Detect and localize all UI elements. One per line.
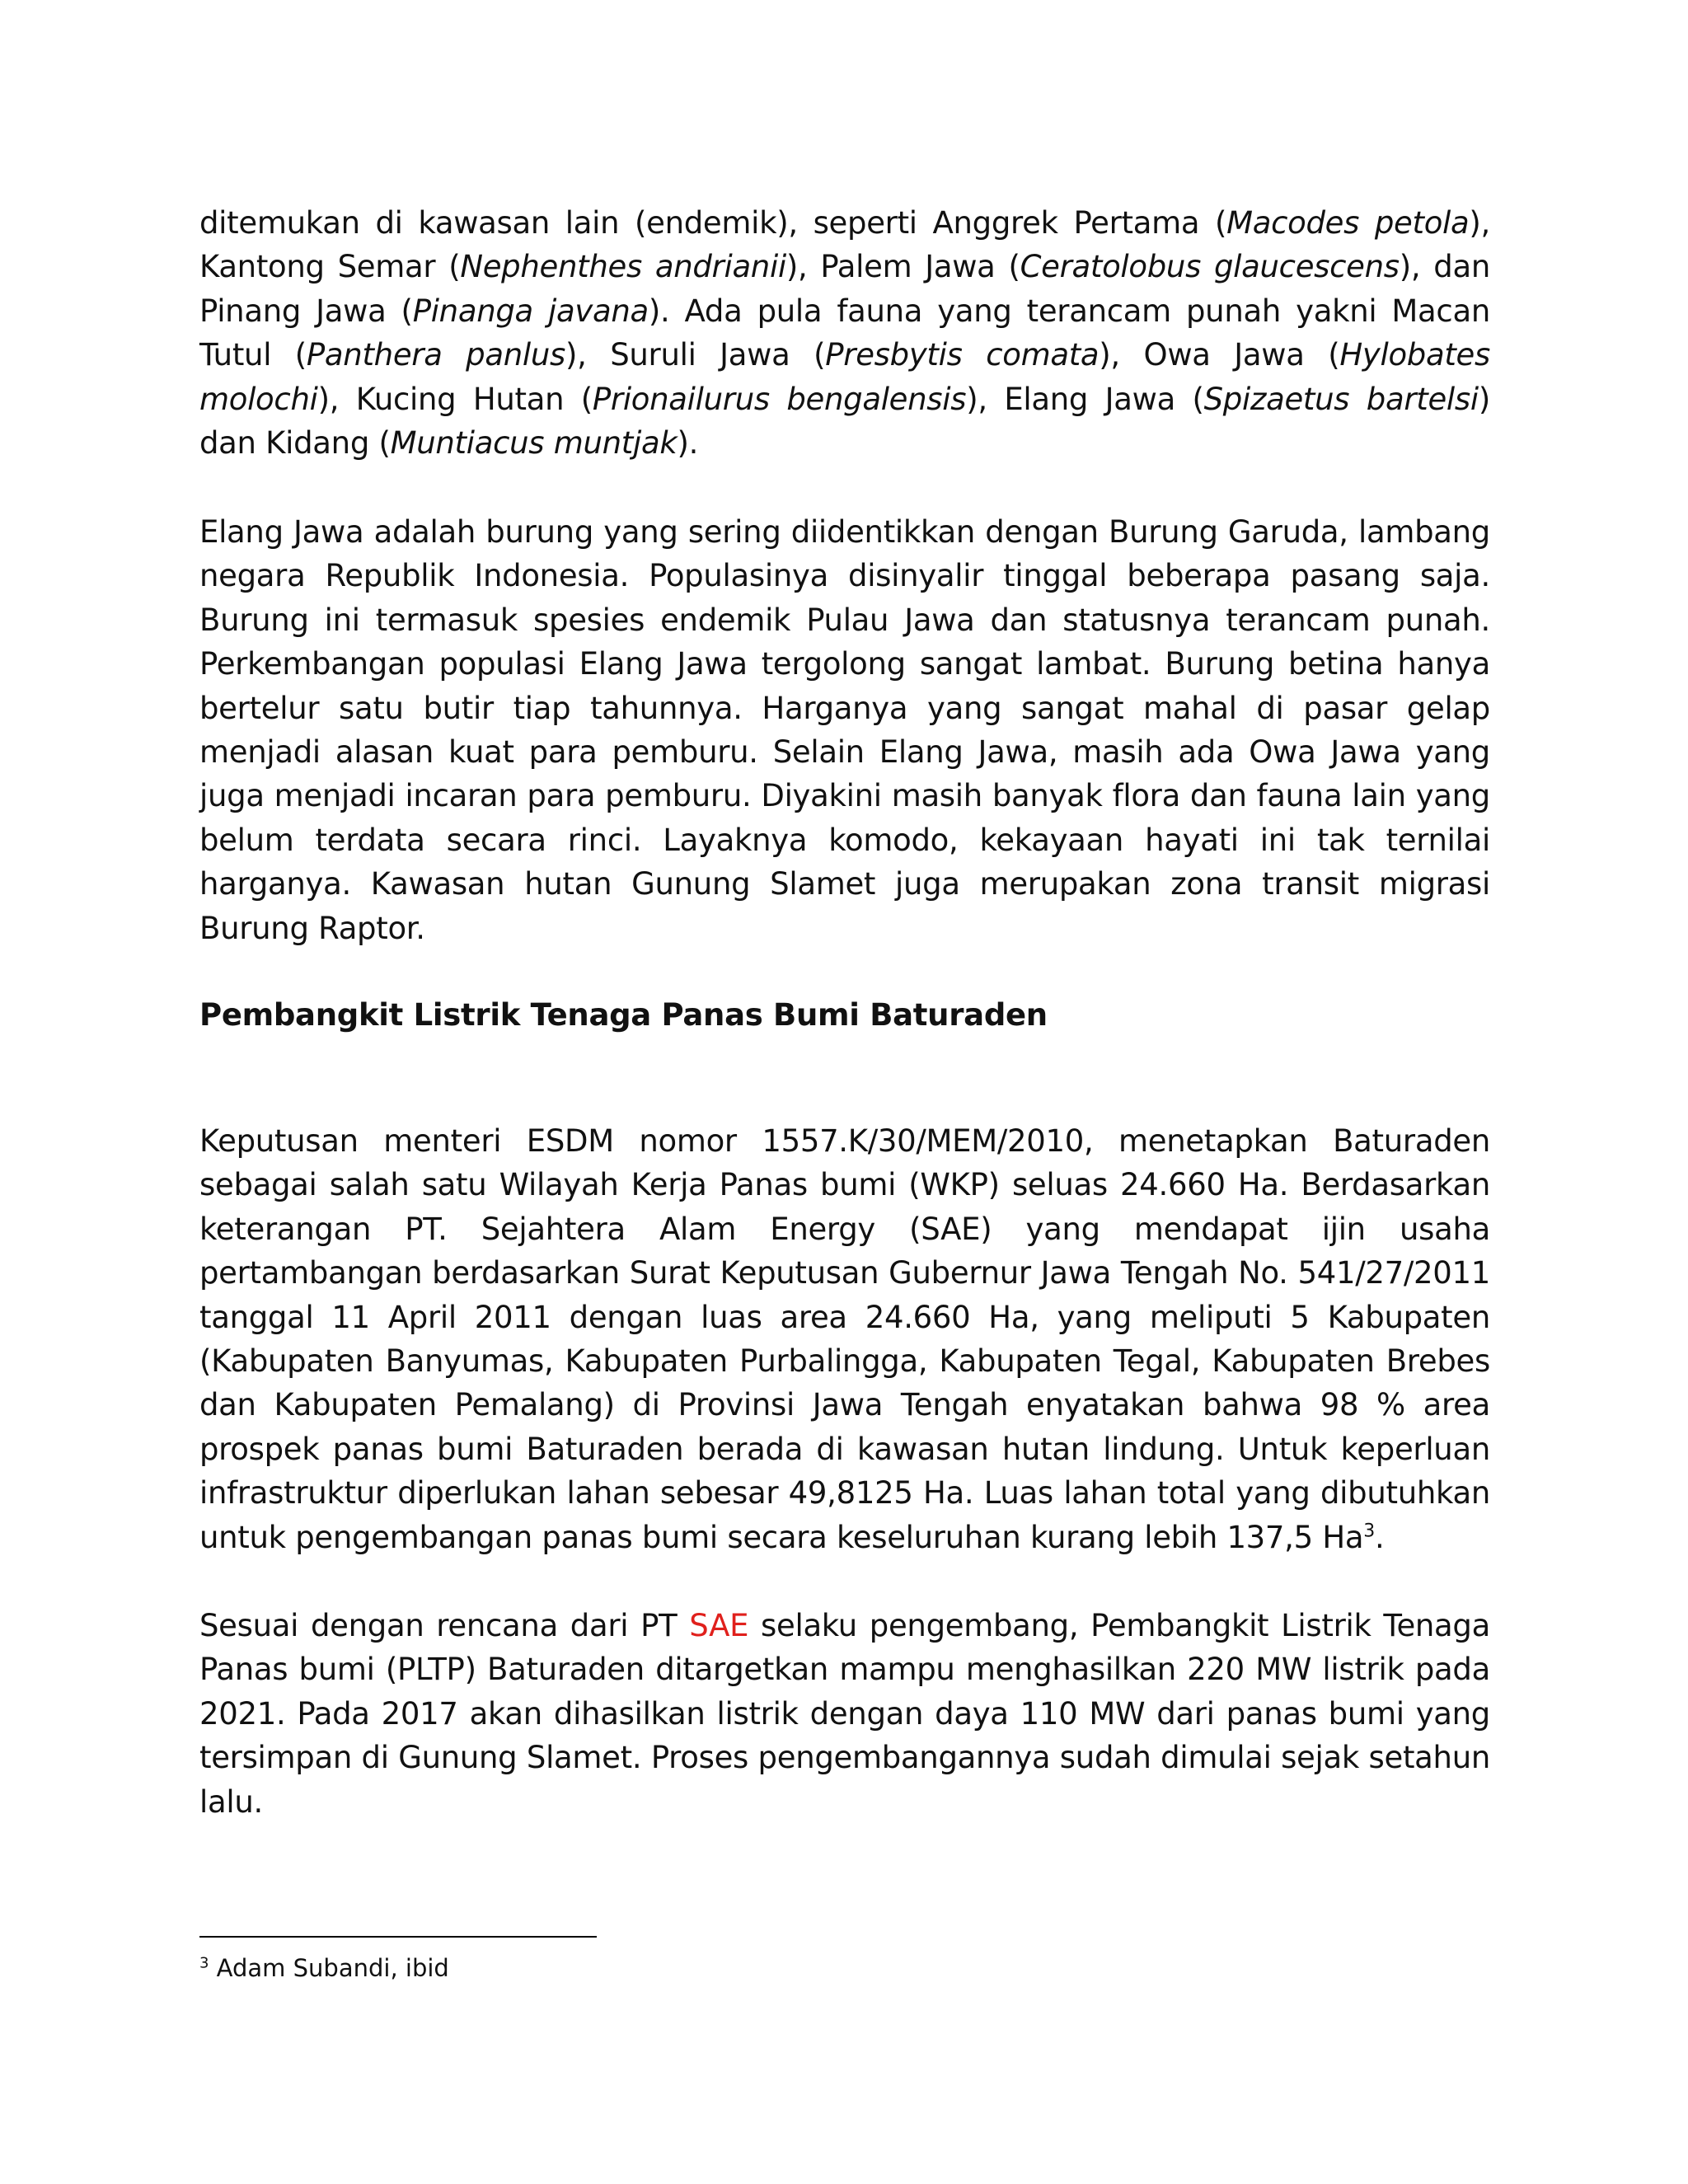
paragraph-text: Sesuai dengan rencana dari PT <box>199 1608 690 1643</box>
paragraph-text-segment: ), dan Pinang Jawa ( <box>199 249 1490 329</box>
footnote-text: Adam Subandi, ibid <box>209 1954 449 1982</box>
species-name: Hylobates molochi <box>199 337 1490 417</box>
species-name: Macodes petola <box>1226 205 1470 241</box>
paragraph-text-segment: ditemukan di kawasan lain (endemik), seperti Anggrek Pertama ( <box>199 205 1227 241</box>
species-name: Ceratolobus glaucescens <box>1020 249 1400 285</box>
paragraph-text-segment: ), Elang Jawa ( <box>966 381 1204 417</box>
paragraph-text-segment: ), Kucing Hutan ( <box>317 381 593 417</box>
footnote-separator <box>199 1936 597 1938</box>
species-name: Prionailurus bengalensis <box>592 381 967 417</box>
species-name: Presbytis comata <box>825 337 1100 373</box>
paragraph-elang-jawa: Elang Jawa adalah burung yang sering diidentikkan dengan Burung Garuda, lambang negara Republik Indonesia. Populasinya disinyalir tinggal beberapa pasang saja. Burung ini termasuk spesies endemik Pulau Jawa dan statusnya terancam punah. Perkembangan populasi Elang Jawa tergolong sangat lambat. Burung betina hanya bertelur satu butir tiap tahunnya. Harganya yang sangat mahal di pasar gelap menjadi alasan kuat para pemburu. Selain Elang Jawa, masih ada Owa Jawa yang juga menjadi incaran para pemburu. Diyakini masih banyak flora dan fauna lain yang belum terdata secara rinci. Layaknya komodo, kekayaan hayati ini tak ternilai harganya. Kawasan hutan Gunung Slamet juga merupakan zona transit migrasi Burung Raptor. <box>199 514 1490 946</box>
highlighted-term-sae: SAE <box>689 1608 749 1643</box>
paragraph-text-continued: selaku pengembang, Pembangkit Listrik Tenaga Panas bumi (PLTP) Baturaden ditargetkan mampu menghasilkan 220 MW listrik pada 2021. Pada 2017 akan dihasilkan listrik dengan daya 110 MW dari panas bumi yang tersimpan di Gunung Slamet. Proses pengembangannya sudah dimulai sejak setahun lalu. <box>199 1608 1490 1820</box>
paragraph-text: Keputusan menteri ESDM nomor 1557.K/30/MEM/2010, menetapkan Baturaden sebagai salah satu Wilayah Kerja Panas bumi (WKP) seluas 24.660 Ha. Berdasarkan keterangan PT. Sejahtera Alam Energy (SAE) yang mendapat ijin usaha pertambangan berdasarkan Surat Keputusan Gubernur Jawa Tengah No. 541/27/2011 tanggal 11 April 2011 dengan luas area 24.660 Ha, yang meliputi 5 Kabupaten (Kabupaten Banyumas, Kabupaten Purbalingga, Kabupaten Tegal, Kabupaten Brebes dan Kabupaten Pemalang) di Provinsi Jawa Tengah enyatakan bahwa 98 % area prospek panas bumi Baturaden berada di kawasan hutan lindung. Untuk keperluan infrastruktur diperlukan lahan sebesar 49,8125 Ha. Luas lahan total yang dibutuhkan untuk pengembangan panas bumi secara keseluruhan kurang lebih 137,5 Ha <box>199 1123 1490 1555</box>
footnote <box>199 1952 449 1985</box>
paragraph-end: . <box>1374 1519 1385 1555</box>
paragraph-esdm-decree <box>199 1119 1490 1559</box>
footnote-number: 3 <box>199 1954 209 1972</box>
section-heading: Pembangkit Listrik Tenaga Panas Bumi Baturaden <box>199 997 1048 1033</box>
species-name: Pinanga javana <box>412 293 649 329</box>
paragraph-text-segment: ) dan Kidang ( <box>199 381 1491 462</box>
paragraph-text-segment: ), Owa Jawa ( <box>1099 337 1340 373</box>
paragraph-text-segment: ). <box>677 425 699 462</box>
paragraph-text-segment: ), Suruli Jawa ( <box>565 337 826 373</box>
paragraph-pltp-plan <box>199 1604 1490 1824</box>
paragraph-text-segment: ). Ada pula fauna yang terancam punah yakni Macan Tutul ( <box>199 293 1490 373</box>
footnote-reference[interactable]: 3 <box>1363 1521 1375 1542</box>
species-name: Muntiacus muntjak <box>390 425 678 462</box>
paragraph-flora-fauna <box>199 201 1490 465</box>
species-name: Spizaetus bartelsi <box>1203 381 1479 417</box>
species-name: Panthera panlus <box>306 337 565 373</box>
paragraph-text-segment: ), Kantong Semar ( <box>199 205 1490 285</box>
paragraph-text-segment: ), Palem Jawa ( <box>785 249 1020 285</box>
species-name: Nephenthes andrianii <box>460 249 786 285</box>
